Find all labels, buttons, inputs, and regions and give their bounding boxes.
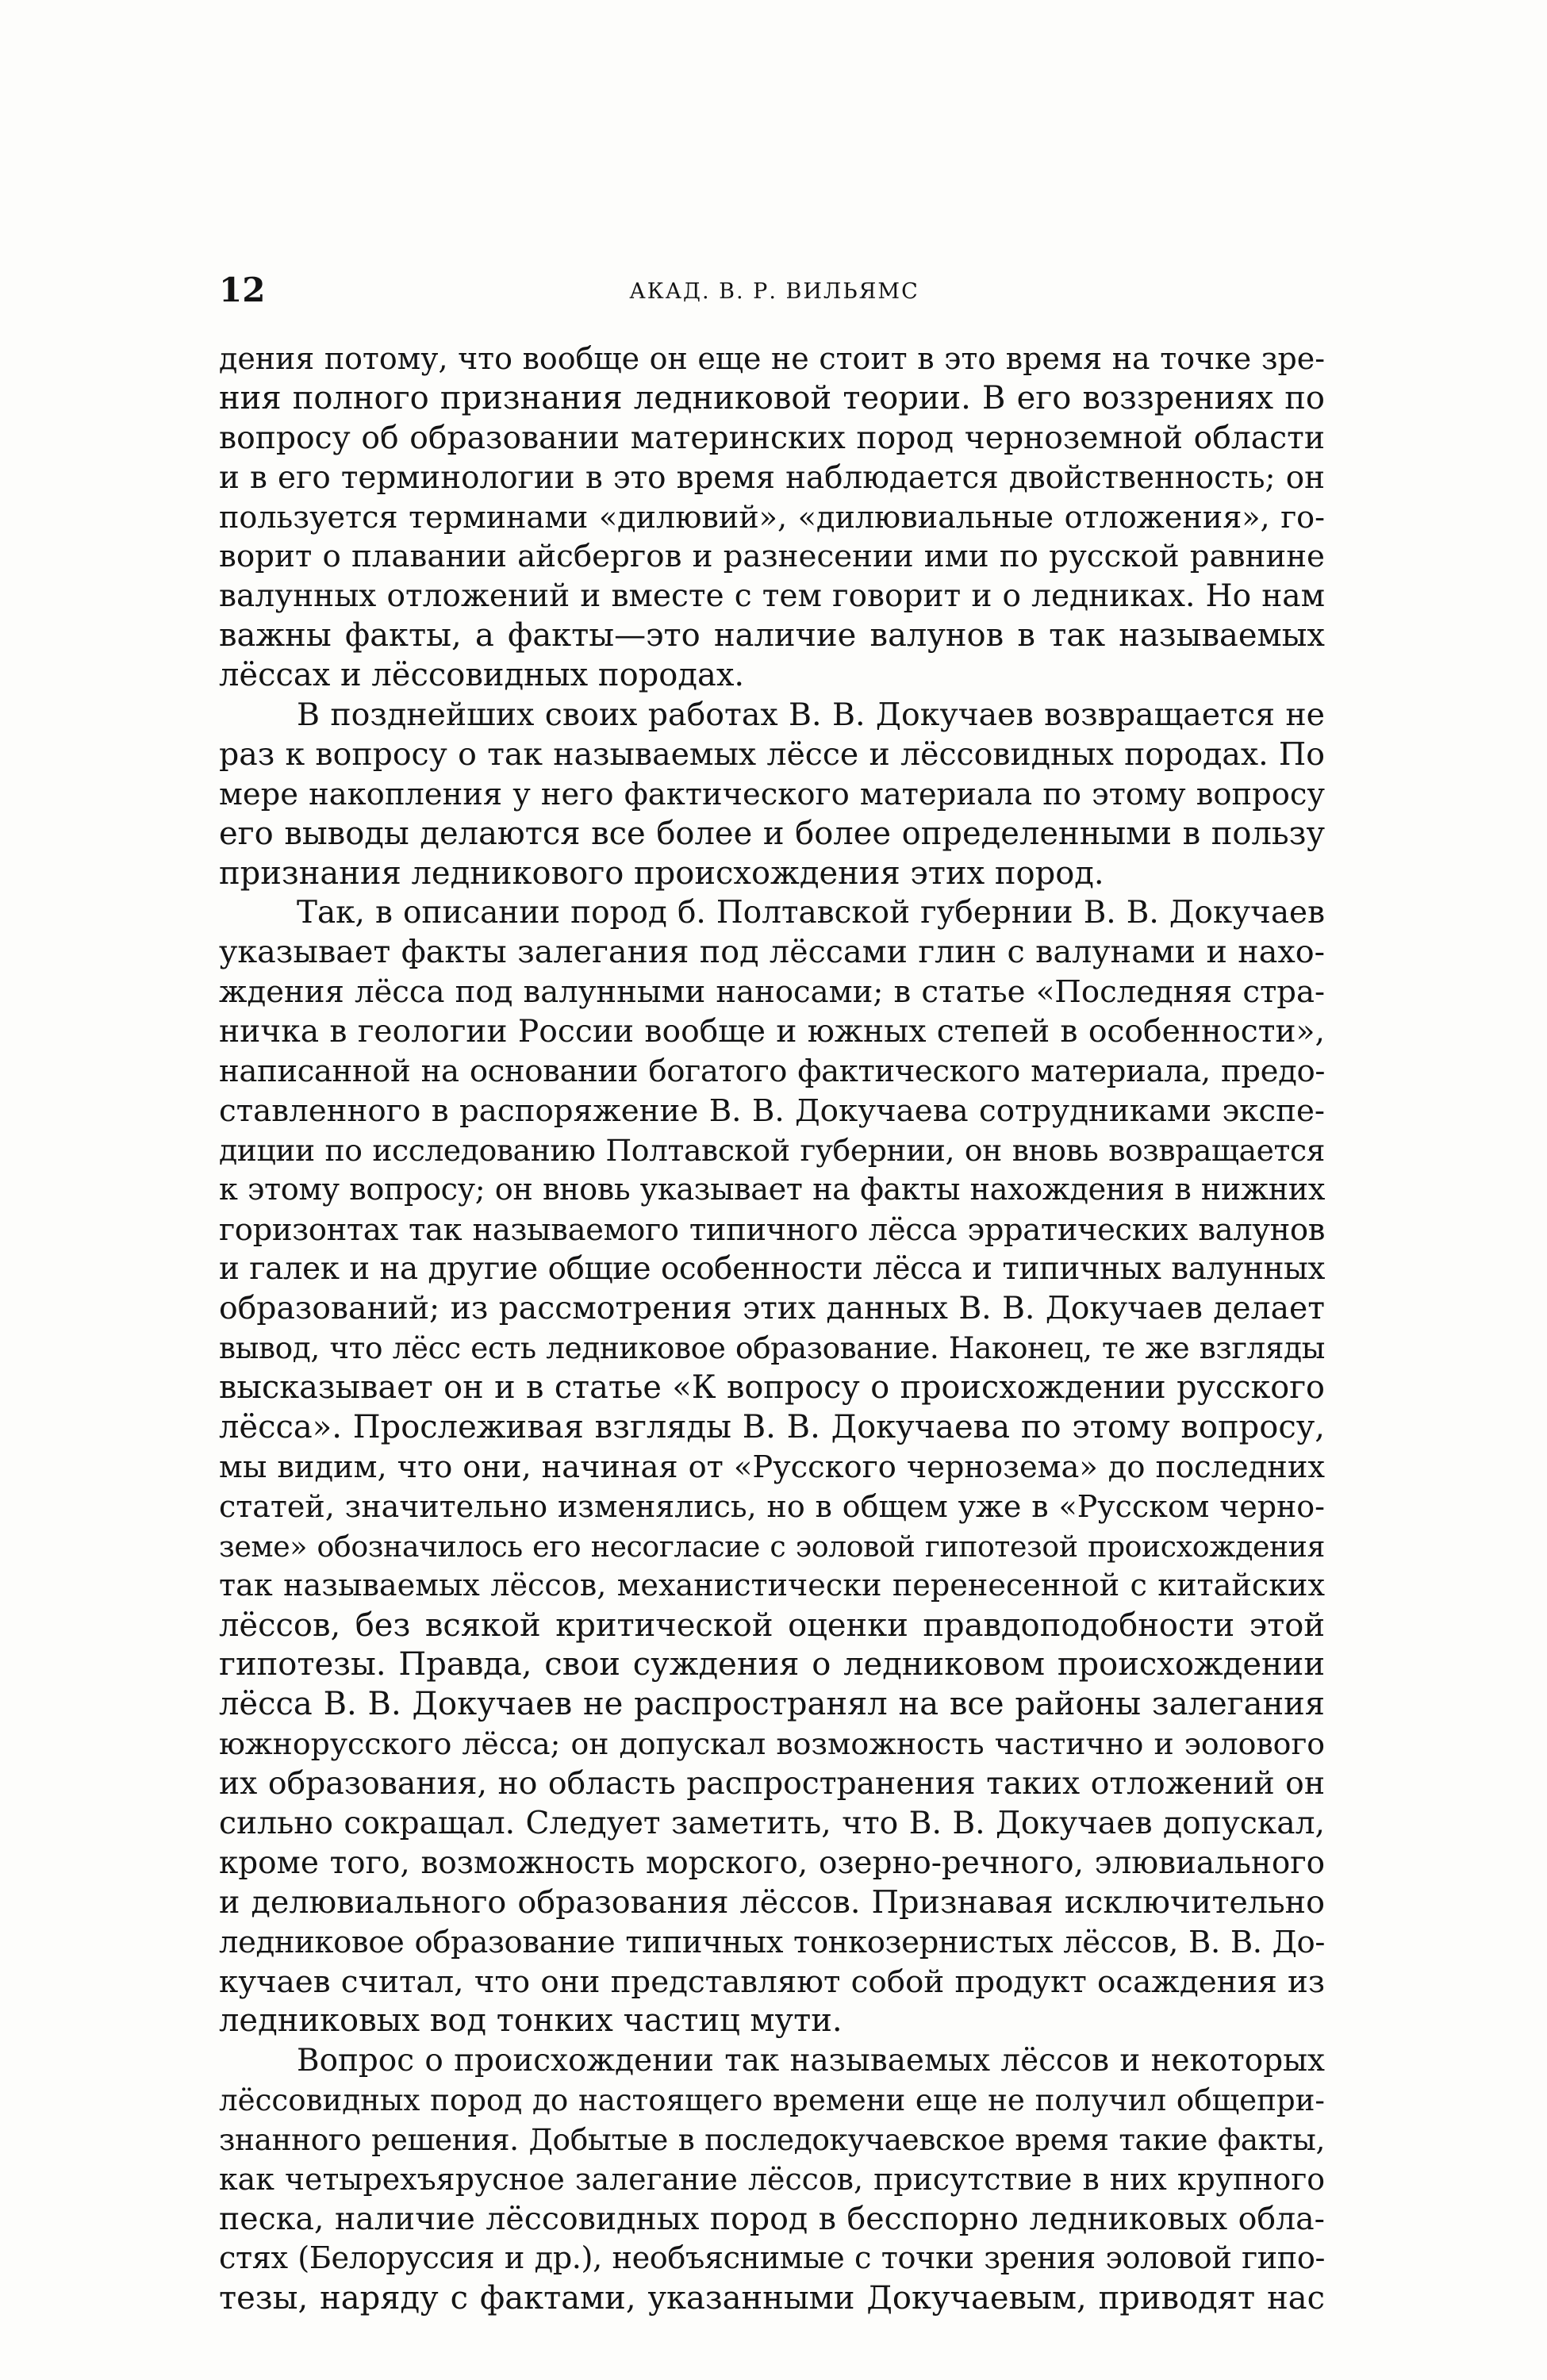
text-line: В позднейших своих работах В. В. Докучаев возвращается не (297, 697, 1325, 734)
text-line: лёсса В. В. Докучаев не распространял на все районы залегания (219, 1686, 1325, 1723)
text-line: Вопрос о происхождении так называемых лёссов и некоторых (297, 2043, 1325, 2079)
paragraph-1 (219, 340, 1325, 696)
text-line: лёссах и лёссовидных породах. (219, 657, 745, 694)
text-line: раз к вопросу о так называемых лёссе и лёссовидных породах. По (219, 735, 1325, 773)
text-line: лёсса». Прослеживая взгляды В. В. Докучаева по этому вопросу, (219, 1409, 1325, 1446)
text-line: признания ледникового происхождения этих пород. (219, 854, 1104, 892)
text-line: песка, наличие лёссовидных пород в бесспорно ледниковых обла- (219, 2200, 1325, 2237)
page-header (219, 268, 1330, 313)
text-line: Так, в описании пород б. Полтавской губернии В. В. Докучаев (297, 895, 1325, 931)
text-line: образований; из рассмотрения этих данных В. В. Докучаев делает (219, 1291, 1325, 1327)
text-line: высказывает он и в статье «К вопросу о происхождении русского (219, 1369, 1325, 1407)
text-line: мы видим, что они, начиная от «Русского чернозема» до последних (219, 1449, 1325, 1485)
text-line: вывод, что лёсс есть ледниковое образование. Наконец, те же взгляды (219, 1330, 1325, 1366)
text-line: валунных отложений и вместе с тем говорит и о ледниках. Но нам (219, 578, 1325, 615)
text-line: их образования, но область распространения таких отложений он (219, 1766, 1325, 1802)
text-line: ворит о плавании айсбергов и разнесении ими по русской равнине (219, 539, 1325, 575)
text-line: и делювиального образования лёссов. Признавая исключительно (219, 1883, 1325, 1921)
text-line: диции по исследованию Полтавской губернии, он вновь возвращается (219, 1132, 1325, 1168)
text-line: лёссовидных пород до настоящего времени еще не получил общепри- (219, 2083, 1325, 2118)
text-line: кучаев считал, что они представляют собой продукт осаждения из (219, 1964, 1325, 2000)
text-line: указывает факты залегания под лёссами глин с валунами и нахо- (219, 934, 1325, 971)
text-line: к этому вопросу; он вновь указывает на факты нахождения в нижних (219, 1172, 1325, 1207)
text-line: кроме того, возможность морского, озерно-речного, элювиального (219, 1844, 1325, 1881)
text-line: вопросу об образовании материнских пород черноземной области (219, 420, 1325, 456)
text-line: мере накопления у него фактического материала по этому вопросу (219, 776, 1325, 812)
text-line: и галек и на другие общие особенности лёсса и типичных валунных (219, 1251, 1325, 1288)
text-line: пользуется терминами «дилювий», «дилювиальные отложения», го- (219, 499, 1325, 535)
text-line: как четырехъярусное залегание лёссов, присутствие в них крупного (219, 2161, 1325, 2197)
running-title: АКАД. В. Р. ВИЛЬЯМС (629, 279, 919, 304)
text-line: написанной на основании богатого фактического материала, предо- (219, 1054, 1325, 1090)
body-text (219, 340, 1325, 2319)
text-line: ледниковых вод тонких частиц мути. (219, 2002, 843, 2040)
text-line: статей, значительно изменялись, но в общем уже в «Русском черно- (219, 1488, 1325, 1524)
paragraph-4 (219, 2041, 1325, 2318)
text-line: ставленного в распоряжение В. В. Докучаева сотрудниками экспе- (219, 1092, 1325, 1129)
text-line: стях (Белоруссия и др.), необъяснимые с точки зрения эоловой гипо- (219, 2240, 1325, 2276)
text-line: сильно сокращал. Следует заметить, что В. В. Докучаев допускал, (219, 1805, 1325, 1841)
paragraph-3 (219, 893, 1325, 2041)
text-line: его выводы делаются все более и более определенными в пользу (219, 815, 1325, 852)
text-line: важны факты, а факты—это наличие валунов в так называемых (219, 617, 1325, 654)
text-line: так называемых лёссов, механистически перенесенной с китайских (219, 1568, 1325, 1603)
text-line: тезы, наряду с фактами, указанными Докучаевым, приводят нас (219, 2279, 1325, 2317)
text-line: ледниковое образование типичных тонкозернистых лёссов, В. В. До- (219, 1924, 1325, 1960)
text-line: ния полного признания ледниковой теории. В его воззрениях по (219, 379, 1325, 416)
text-line: земе» обозначилось его несогласие с эоловой гипотезой происхождения (219, 1529, 1325, 1564)
text-line: и в его терминологии в это время наблюдается двойственность; он (219, 459, 1325, 496)
page-number: 12 (219, 271, 266, 309)
paragraph-2 (219, 696, 1325, 893)
text-line: дения потому, что вообще он еще не стоит в это время на точке зре- (219, 341, 1325, 376)
text-line: лёссов, без всякой критической оценки правдоподобности этой (219, 1606, 1325, 1644)
text-line: ждения лёсса под валунными наносами; в статье «Последняя стра- (219, 974, 1325, 1011)
text-line: гипотезы. Правда, свои суждения о ледниковом происхождении (219, 1646, 1325, 1683)
text-line: южнорусского лёсса; он допускал возможность частично и эолового (219, 1726, 1325, 1762)
text-line: знанного решения. Добытые в последокучаевское время такие факты, (219, 2122, 1325, 2158)
text-line: горизонтах так называемого типичного лёсса эрратических валунов (219, 1211, 1325, 1248)
text-line: ничка в геологии России вообще и южных степей в особенности», (219, 1014, 1325, 1050)
